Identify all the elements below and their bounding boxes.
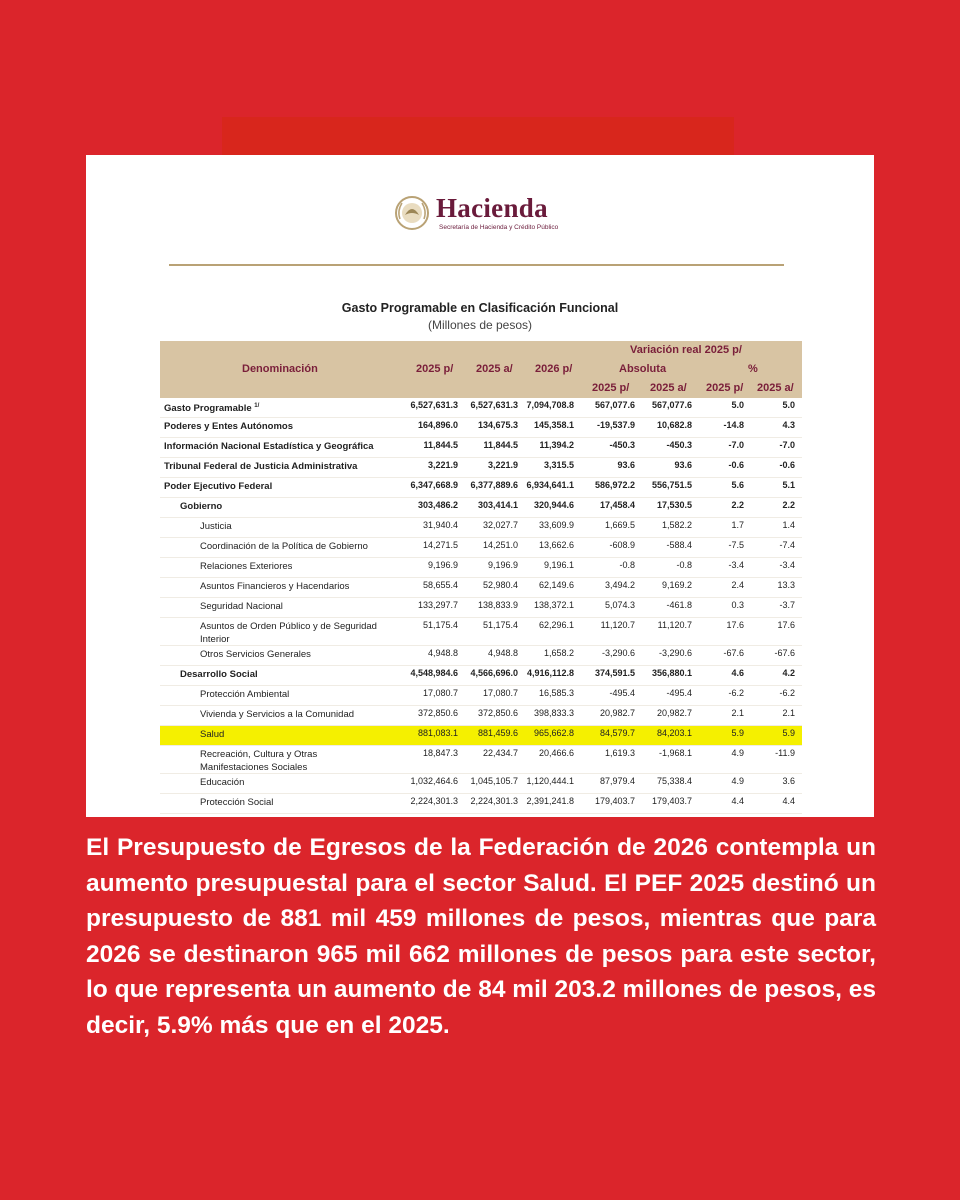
row-value: 6,527,631.3 [470,400,518,410]
row-value: 87,979.4 [599,776,635,786]
row-label [200,560,292,573]
row-value: 5.6 [731,480,744,490]
row-label [164,420,293,433]
row-label-text: Salud [200,729,225,740]
row-value: 18,847.3 [422,748,458,758]
row-value: -3.4 [779,560,795,570]
row-value: -3.7 [779,600,795,610]
table-row [160,458,802,478]
row-label [200,540,368,553]
row-value: -450.3 [666,440,692,450]
row-label [164,480,272,493]
row-value: 1,619.3 [604,748,635,758]
row-value: 2.2 [731,500,744,510]
row-value: 9,196.9 [487,560,518,570]
table-subtitle: (Millones de pesos) [427,318,533,332]
row-value: 17,080.7 [482,688,518,698]
row-value: 5.9 [782,728,795,738]
eagle-seal-icon [394,193,430,233]
row-value: -588.4 [666,540,692,550]
row-value: 1.4 [782,520,795,530]
row-value: 356,880.1 [651,668,692,678]
logo-subtitle: Secretaría de Hacienda y Crédito Público [439,224,559,231]
table-row [160,794,802,814]
row-value: 1,045,105.7 [470,776,518,786]
hacienda-logo [394,193,584,237]
row-label-text: Asuntos de Orden Público y de Seguridad [200,621,377,632]
row-value: 881,459.6 [477,728,518,738]
row-value: 3,221.9 [487,460,518,470]
row-value: 11,394.2 [539,440,574,450]
row-value: 567,077.6 [594,400,635,410]
row-value: -1,968.1 [658,748,692,758]
row-value: 303,486.2 [417,500,458,510]
table-row [160,418,802,438]
row-value: 5,074.3 [604,600,635,610]
table-row [160,774,802,794]
table-row [160,558,802,578]
row-value: 4.9 [731,776,744,786]
row-value: 14,251.0 [482,540,518,550]
row-value: 17,458.4 [599,500,635,510]
row-value: -0.6 [779,460,795,470]
row-value: 1,582.2 [661,520,692,530]
row-value: 62,149.6 [538,580,574,590]
row-label-text: Gobierno [180,501,223,512]
table-row [160,478,802,498]
row-value: 6,934,641.1 [526,480,574,490]
row-value: 17.6 [777,620,795,630]
row-label [164,440,374,453]
row-value: 9,196.1 [543,560,574,570]
row-value: 0.3 [731,600,744,610]
row-label-text: Asuntos Financieros y Hacendarios [200,581,350,592]
row-value: 2,391,241.8 [526,796,574,806]
row-value: 9,196.9 [427,560,458,570]
row-value: -3,290.6 [658,648,692,658]
table-row [160,598,802,618]
table-row [160,746,802,774]
row-label-text-line2: Interior [200,634,230,645]
row-label [200,580,349,593]
header-sub-pct-2025p: 2025 p/ [706,382,744,394]
row-value: 3,221.9 [427,460,458,470]
row-value: 138,833.9 [477,600,518,610]
row-value: 5.0 [731,400,744,410]
header-sub-abs-2025p: 2025 p/ [592,382,630,394]
row-value: 6,347,668.9 [410,480,458,490]
row-value: 1.7 [731,520,744,530]
row-value: 31,940.4 [422,520,458,530]
row-value: 4,948.8 [487,648,518,658]
row-value: 6,377,889.6 [470,480,518,490]
row-value: 881,083.1 [417,728,458,738]
row-value: 84,203.1 [656,728,692,738]
row-label [200,648,311,661]
row-value: -0.8 [619,560,635,570]
header-col-2026p: 2026 p/ [535,363,573,375]
divider-rule [169,264,784,266]
row-value: 2.2 [782,500,795,510]
row-label-text: Desarrollo Social [180,669,258,680]
row-label-text: Vivienda y Servicios a la Comunidad [200,709,355,720]
row-value: 3.6 [782,776,795,786]
header-sub-pct-2025a: 2025 a/ [757,382,794,394]
row-value: 179,403.7 [594,796,635,806]
row-value: 398,833.3 [533,708,574,718]
row-value: -7.5 [728,540,744,550]
row-value: 17,530.5 [656,500,692,510]
row-value: -7.0 [728,440,744,450]
row-value: 6,527,631.3 [410,400,458,410]
row-value: 2.1 [782,708,795,718]
table-row [160,618,802,646]
row-value: 20,982.7 [599,708,635,718]
table-row [160,666,802,686]
row-value: -450.3 [609,440,635,450]
row-label [200,776,244,789]
table-row [160,438,802,458]
row-label [200,520,232,533]
row-value: 145,358.1 [533,420,574,430]
table-row [160,498,802,518]
row-label-text: Seguridad Nacional [200,601,283,612]
row-label-text: Protección Ambiental [200,689,290,700]
row-label-text: Recreación, Cultura y Otras [200,749,318,760]
row-label [200,620,377,646]
header-sub-abs-2025a: 2025 a/ [650,382,687,394]
row-label [200,600,283,613]
row-value: -6.2 [728,688,744,698]
table-header [160,341,802,398]
row-value: -7.4 [779,540,795,550]
row-value: 11,844.5 [483,440,518,450]
row-label [200,728,224,741]
row-value: 134,675.3 [477,420,518,430]
row-value: 51,175.4 [422,620,458,630]
row-value: 14,271.5 [422,540,458,550]
row-value: -11.9 [775,748,795,758]
row-value: 84,579.7 [599,728,635,738]
row-value: 22,434.7 [482,748,518,758]
row-value: -0.6 [728,460,744,470]
row-value: 7,094,708.8 [526,400,574,410]
row-label [180,668,258,681]
row-label [200,688,289,701]
row-value: 4,916,112.8 [526,668,574,678]
table-row [160,518,802,538]
table-row [160,538,802,558]
header-absoluta: Absoluta [619,363,667,375]
row-value: 2.1 [731,708,744,718]
row-value: 374,591.5 [594,668,635,678]
row-value: 20,466.6 [538,748,574,758]
row-value: 965,662.8 [533,728,574,738]
row-label-text: Protección Social [200,797,274,808]
row-value: 5.0 [782,400,795,410]
row-value: 2.4 [731,580,744,590]
row-value: 179,403.7 [651,796,692,806]
row-value: 4.9 [731,748,744,758]
row-label [200,796,273,809]
row-value: 138,372.1 [533,600,574,610]
row-label-text: Educación [200,777,245,788]
row-value: 320,944.6 [533,500,574,510]
logo-name: Hacienda [436,193,548,223]
row-value: -3,290.6 [601,648,635,658]
row-value: -67.6 [774,648,795,658]
row-value: 4.3 [782,420,795,430]
table-row [160,578,802,598]
table-body [160,398,802,814]
header-col-2025p: 2025 p/ [416,363,454,375]
row-value: 11,120.7 [657,620,692,630]
row-value: 20,982.7 [656,708,692,718]
row-label-text: Justicia [200,521,232,532]
caption-text: El Presupuesto de Egresos de la Federación de 2026 contempla un aumento presupuestal para el sector Salud. El PEF 2025 destinó un presupuesto de 881 mil 459 millones de pesos, mientras que para 2026 se destinaron 965 mil 662 millones de pesos para este sector, lo que representa un aumento de 84 mil 203.2 millones de pesos, es decir, 5.9% más que en el 2025. [86,834,876,1039]
budget-table [160,341,802,814]
row-value: -14.8 [723,420,744,430]
row-label-text: Poderes y Entes Autónomos [164,421,293,432]
row-value: 4.4 [731,796,744,806]
row-label-text: Gasto Programable [164,403,252,415]
row-value: -495.4 [609,688,635,698]
row-label [180,500,222,513]
row-value: 10,682.8 [656,420,692,430]
row-value: 93.6 [617,460,635,470]
row-value: 17.6 [726,620,744,630]
row-label-text: Información Nacional Estadística y Geográfica [164,441,374,452]
header-col-2025a: 2025 a/ [476,363,513,375]
row-label-text: Tribunal Federal de Justicia Administrativa [164,461,358,472]
row-value: 2,224,301.3 [470,796,518,806]
row-value: 586,972.2 [594,480,635,490]
row-value: 1,120,444.1 [526,776,574,786]
row-value: -19,537.9 [596,420,635,430]
row-value: -608.9 [609,540,635,550]
header-denominacion: Denominación [242,363,318,375]
row-footnote: 1/ [254,403,260,409]
row-value: -461.8 [666,600,692,610]
row-value: 17,080.7 [422,688,458,698]
row-value: 1,669.5 [604,520,635,530]
table-row [160,398,802,418]
row-value: 567,077.6 [651,400,692,410]
row-value: 4.2 [782,668,795,678]
row-label [164,400,259,415]
row-value: 16,585.3 [538,688,574,698]
row-value: -0.8 [676,560,692,570]
row-value: 4,948.8 [427,648,458,658]
row-label [200,708,354,721]
row-value: 4,548,984.6 [410,668,458,678]
row-value: 3,494.2 [604,580,635,590]
row-value: -7.0 [779,440,795,450]
table-row [160,726,802,746]
row-value: 11,844.5 [423,440,458,450]
row-label [200,748,317,774]
row-value: 2,224,301.3 [410,796,458,806]
row-label-text: Relaciones Exteriores [200,561,293,572]
row-value: 1,658.2 [543,648,574,658]
row-value: 303,414.1 [477,500,518,510]
row-label-text-line2: Manifestaciones Sociales [200,762,308,773]
row-label-text: Poder Ejecutivo Federal [164,481,273,492]
table-row [160,686,802,706]
table-row [160,646,802,666]
row-value: 372,850.6 [417,708,458,718]
row-value: -6.2 [779,688,795,698]
row-value: 556,751.5 [651,480,692,490]
row-value: -3.4 [728,560,744,570]
row-value: 1,032,464.6 [410,776,458,786]
row-value: 164,896.0 [417,420,458,430]
row-value: 58,655.4 [422,580,458,590]
row-value: 32,027.7 [482,520,518,530]
row-value: 75,338.4 [656,776,692,786]
document-image [86,155,874,817]
row-value: 5.1 [782,480,795,490]
row-label [164,460,357,473]
table-title: Gasto Programable en Clasificación Funcional [341,301,619,315]
row-value: 3,315.5 [543,460,574,470]
table-row [160,706,802,726]
row-label-text: Otros Servicios Generales [200,649,311,660]
row-value: 52,980.4 [482,580,518,590]
row-label-text: Coordinación de la Política de Gobierno [200,541,368,552]
row-value: 5.9 [731,728,744,738]
row-value: -67.6 [723,648,744,658]
row-value: -495.4 [666,688,692,698]
header-variacion: Variación real 2025 p/ [630,344,742,356]
row-value: 62,296.1 [538,620,574,630]
row-value: 372,850.6 [477,708,518,718]
row-value: 4.4 [782,796,795,806]
row-value: 13,662.6 [538,540,574,550]
row-value: 4,566,696.0 [470,668,518,678]
top-accent-strip [222,117,734,155]
row-value: 13.3 [777,580,795,590]
row-value: 11,120.7 [600,620,635,630]
row-value: 4.6 [731,668,744,678]
row-value: 9,169.2 [661,580,692,590]
header-pct: % [748,363,758,375]
row-value: 33,609.9 [538,520,574,530]
row-value: 93.6 [674,460,692,470]
row-value: 51,175.4 [482,620,518,630]
row-value: 133,297.7 [417,600,458,610]
